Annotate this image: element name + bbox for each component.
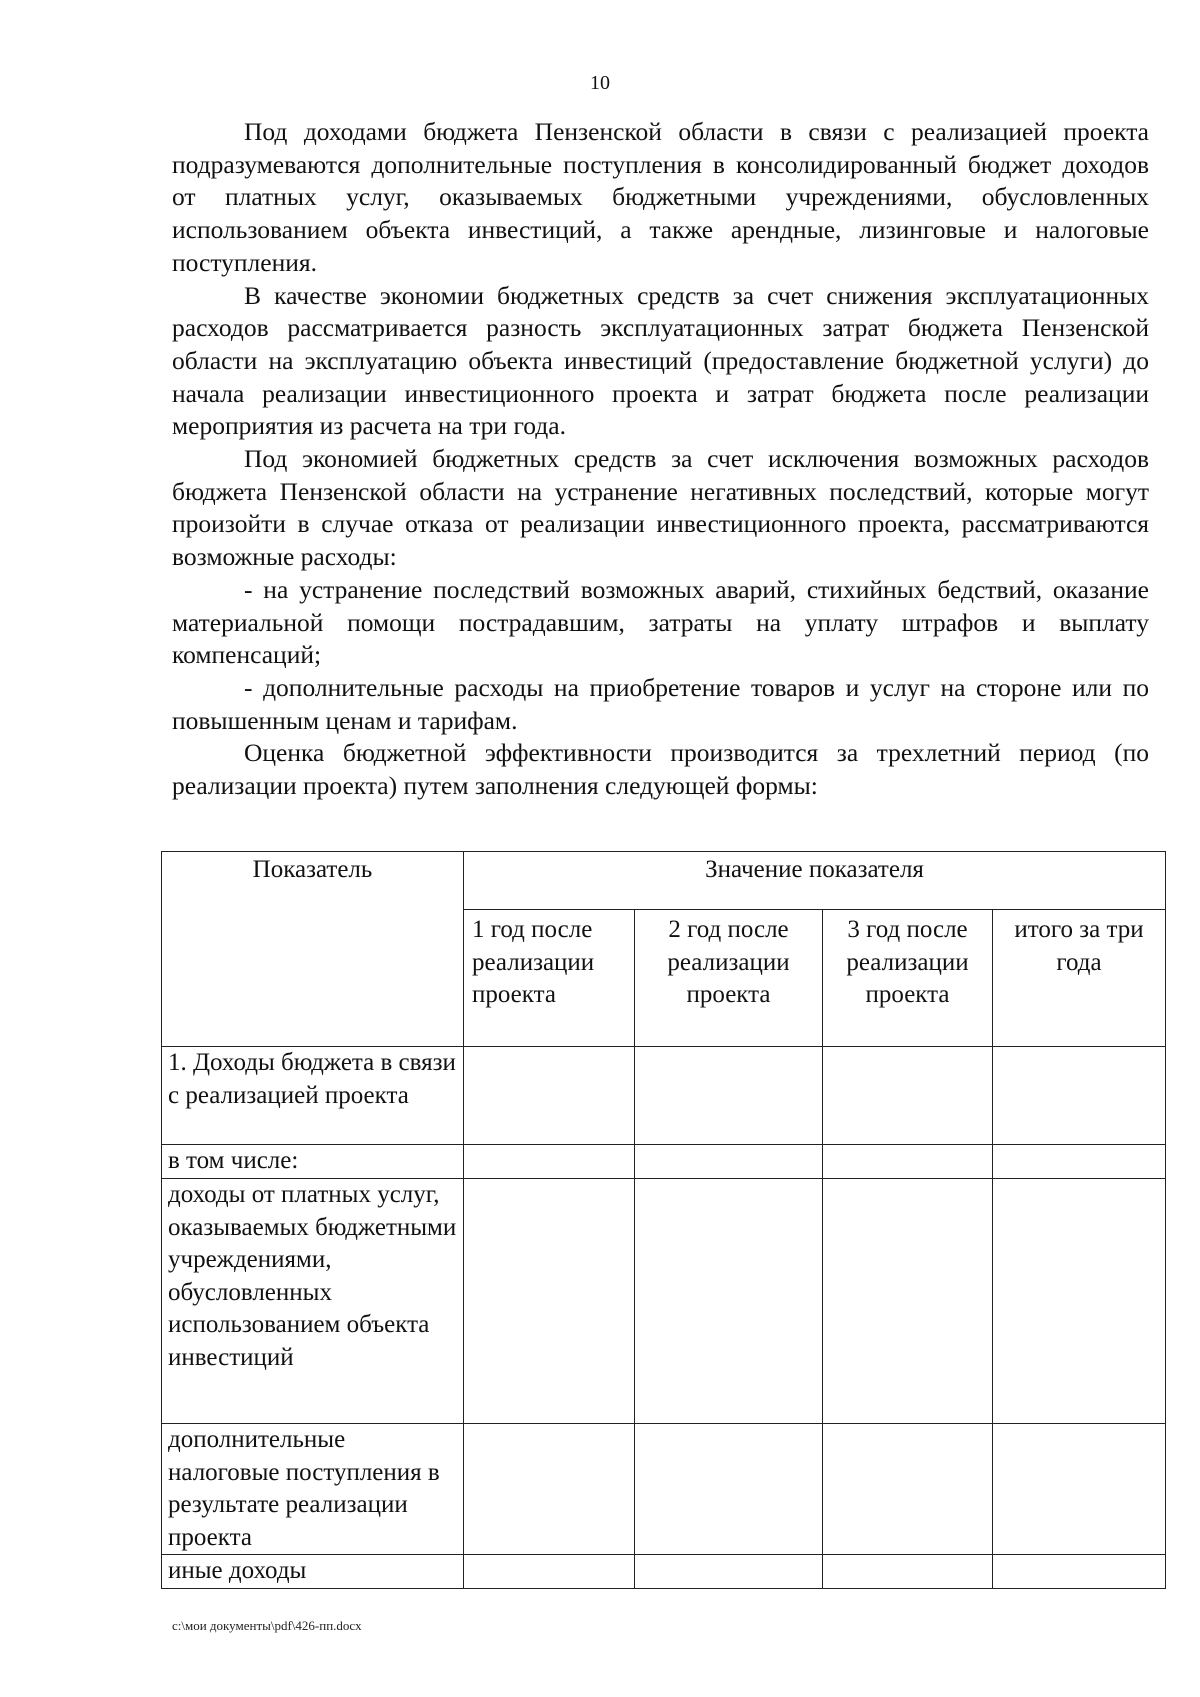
paragraph-avoided-expenses: Под экономией бюджетных средств за счет исключения возможных расходов бюджета Пензенской области на устранение негативных последствий, которые могут произойти в случае отказа от реализации инвестиционного проекта, рассматриваются возможные расходы: — [172, 444, 1149, 572]
table-header-row — [162, 852, 1166, 910]
table-cell — [464, 1179, 635, 1424]
table-cell — [464, 1145, 635, 1179]
list-item-disaster-costs: - на устранение последствий возможных аварий, стихийных бедствий, оказание материальной помощи пострадавшим, затраты на уплату штрафов и выплату компенсаций; — [172, 574, 1149, 670]
table-cell — [635, 1145, 823, 1179]
header-total: итого за три года — [993, 910, 1166, 1047]
page-number: 10 — [590, 72, 610, 94]
table-row — [162, 1047, 1166, 1145]
table-row — [162, 1179, 1166, 1424]
table-cell — [635, 1047, 823, 1145]
header-year-3: 3 год после реализации проекта — [823, 910, 993, 1047]
paragraph-operating-savings: В качестве экономии бюджетных средств за счет снижения эксплуатационных расходов рассматривается разность эксплуатационных затрат бюджета Пензенской области на эксплуатацию объекта инвестиций (предоставление бюджетной услуги) до начала реализации инвестиционного проекта и затрат бюджета после реализации мероприятия из расчета на три года. — [172, 280, 1149, 441]
paragraph-budget-revenue: Под доходами бюджета Пензенской области в связи с реализацией проекта подразумеваются дополнительные поступления в консолидированный бюджет доходов от платных услуг, оказываемых бюджетными учреждениями, обусловленных использованием объекта инвестиций, а также арендные, лизинговые и налоговые поступления. — [172, 117, 1149, 277]
table-cell — [464, 1047, 635, 1145]
header-indicator-value: Значение показателя — [464, 852, 1166, 910]
table-cell — [993, 1145, 1166, 1179]
header-indicator: Показатель — [162, 852, 464, 1047]
table-cell — [635, 1179, 823, 1424]
list-item-extra-purchase-costs: - дополнительные расходы на приобретение товаров и услуг на стороне или по повышенным ценам и тарифам. — [172, 672, 1149, 735]
row-label-including: в том числе: — [162, 1145, 464, 1179]
budget-efficiency-table — [161, 851, 1166, 1589]
table-cell — [823, 1179, 993, 1424]
row-label-paid-services: доходы от платных услуг, оказываемых бюджетными учреждениями, обусловленных использованием объекта инвестиций — [162, 1179, 464, 1424]
table-row — [162, 1555, 1166, 1589]
table-cell — [993, 1424, 1166, 1555]
row-label-other-revenue: иные доходы — [162, 1555, 464, 1589]
table-cell — [464, 1424, 635, 1555]
table-cell — [993, 1047, 1166, 1145]
header-year-2: 2 год после реализации проекта — [635, 910, 823, 1047]
table-cell — [823, 1424, 993, 1555]
table-cell — [993, 1555, 1166, 1589]
table-cell — [464, 1555, 635, 1589]
row-label-budget-revenue: 1. Доходы бюджета в связи с реализацией проекта — [162, 1047, 464, 1145]
table-row — [162, 1145, 1166, 1179]
table-row — [162, 1424, 1166, 1555]
table-cell — [823, 1047, 993, 1145]
table-cell — [823, 1145, 993, 1179]
paragraph-evaluation-form: Оценка бюджетной эффективности производится за трехлетний период (по реализации проекта) путем заполнения следующей формы: — [172, 738, 1149, 801]
document-body — [172, 116, 1149, 803]
footer-file-path: c:\мои документы\pdf\426-пп.docx — [172, 1618, 362, 1633]
table-cell — [635, 1555, 823, 1589]
header-year-1: 1 год после реализации проекта — [464, 910, 635, 1047]
table-cell — [635, 1424, 823, 1555]
table-cell — [993, 1179, 1166, 1424]
row-label-tax-revenue: дополнительные налоговые поступления в результате реализации проекта — [162, 1424, 464, 1555]
table-cell — [823, 1555, 993, 1589]
